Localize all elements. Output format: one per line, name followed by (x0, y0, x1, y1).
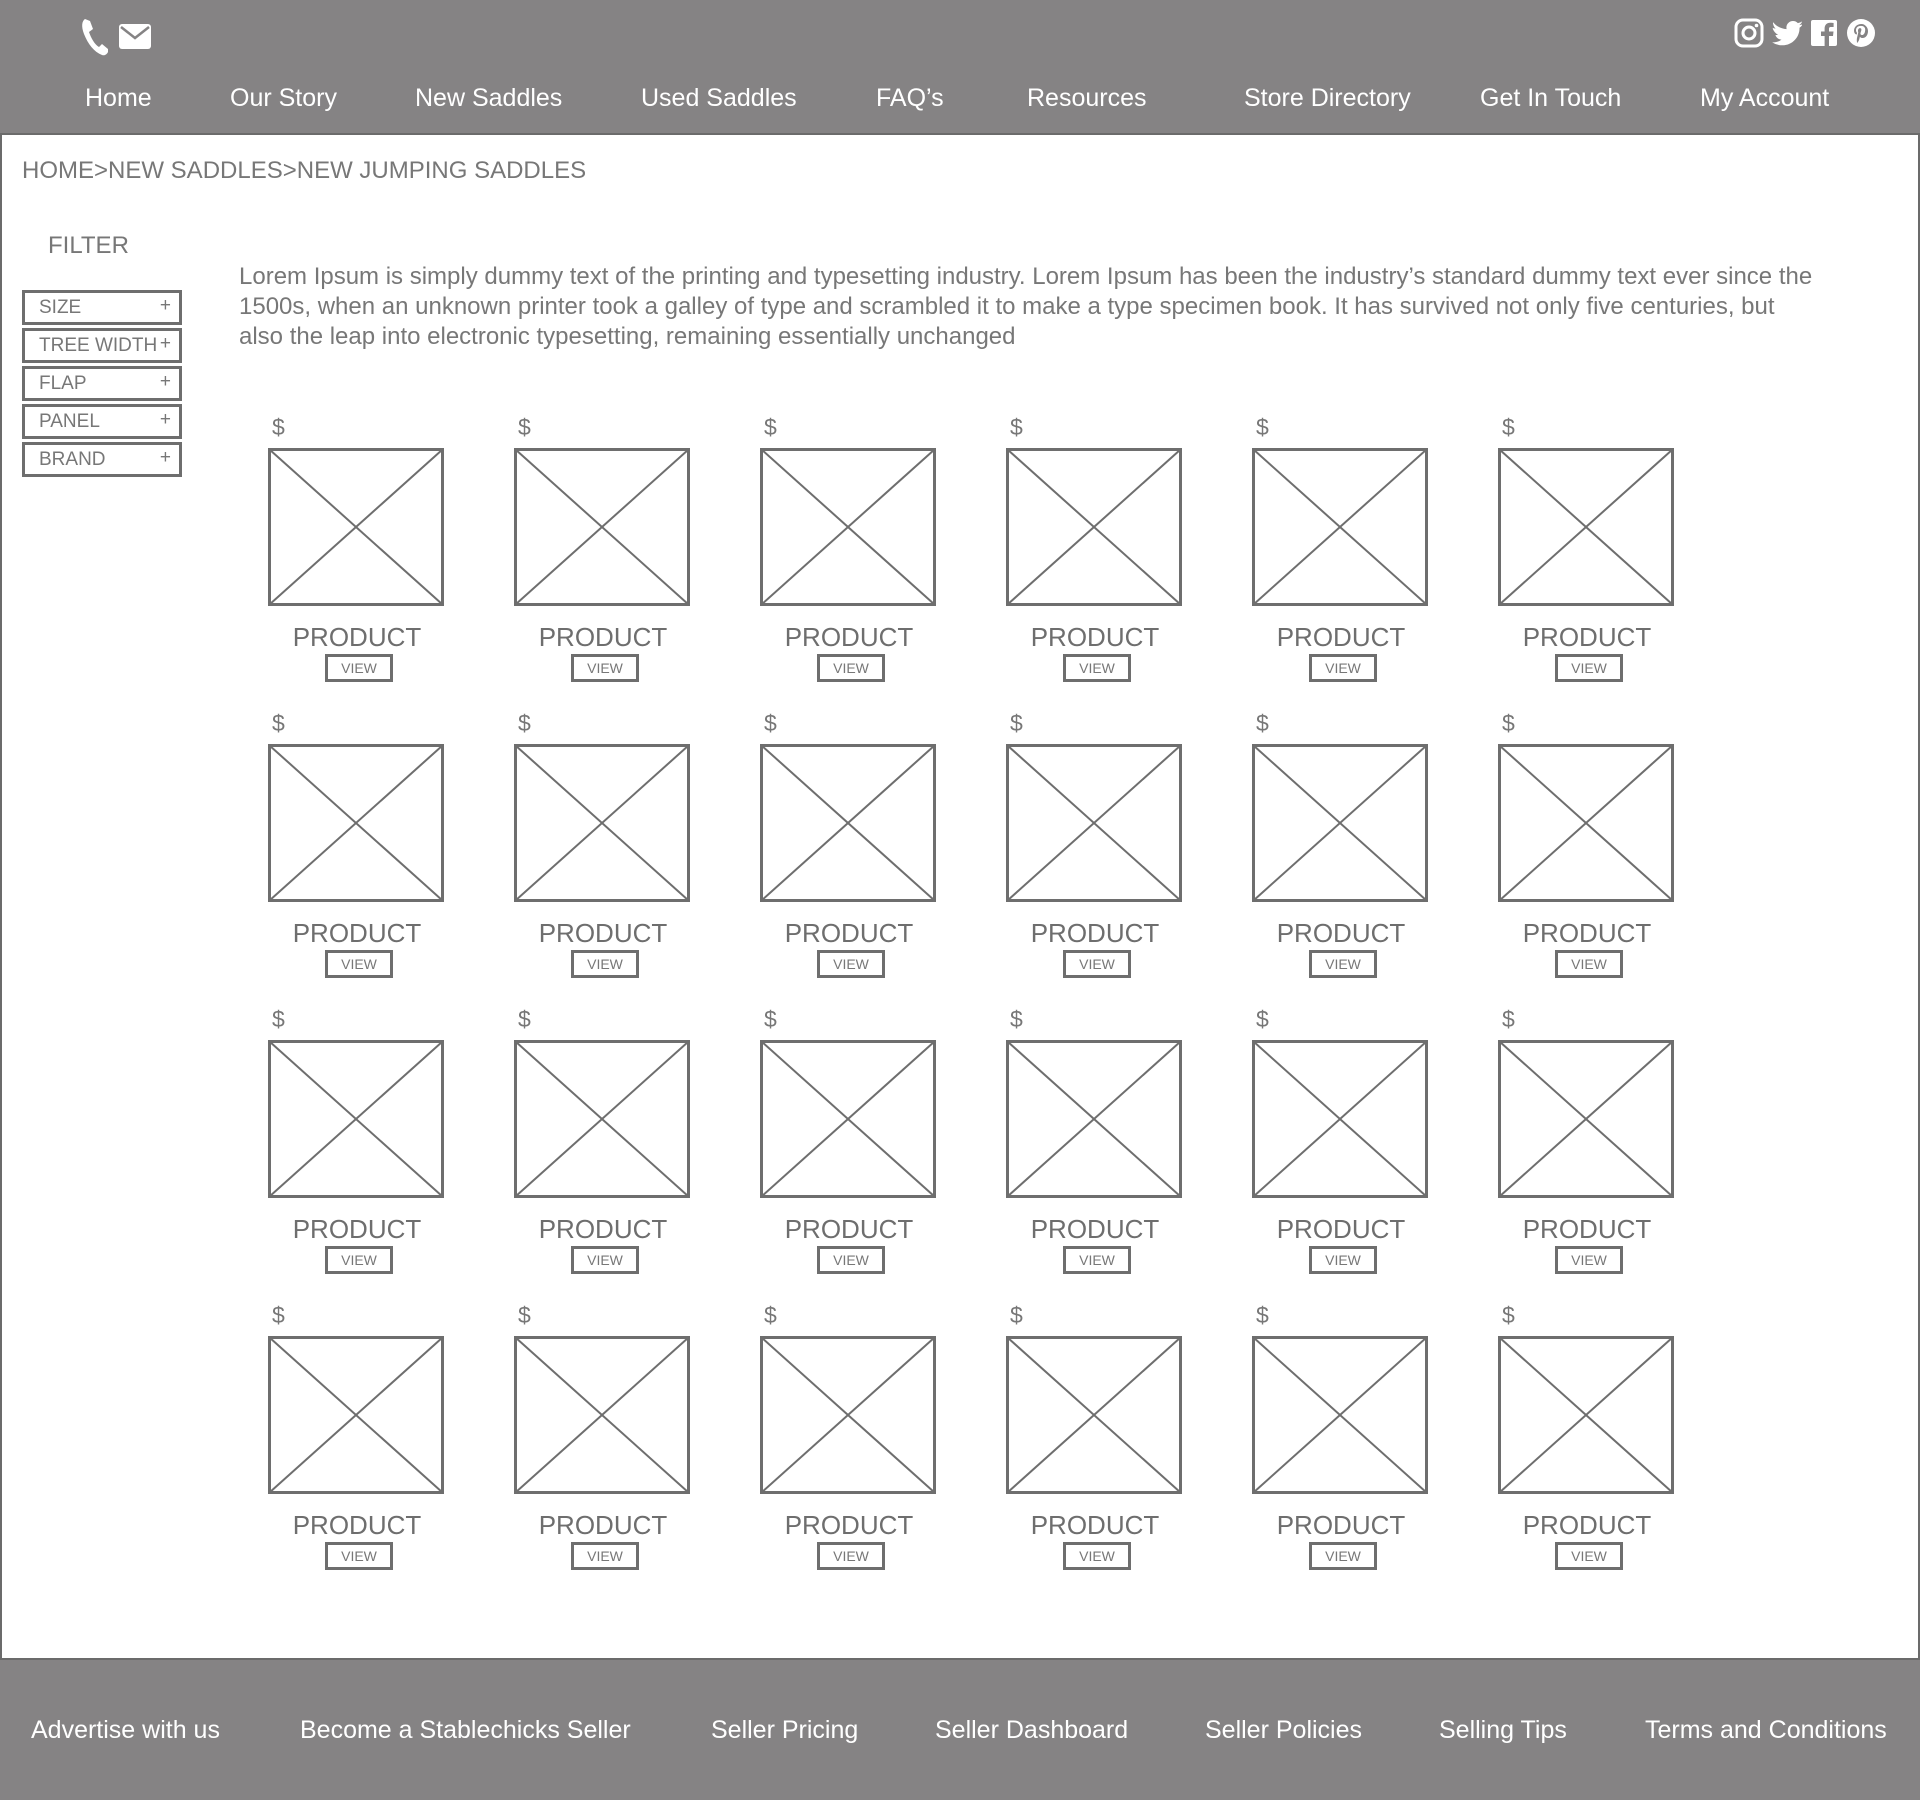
view-button[interactable]: VIEW (1063, 654, 1131, 682)
product-price: $ (518, 414, 531, 440)
product-price: $ (1502, 1302, 1515, 1328)
product-price: $ (1010, 414, 1023, 440)
image-placeholder-icon[interactable] (268, 744, 444, 902)
product-card[interactable] (754, 704, 944, 984)
breadcrumb-home[interactable]: HOME (22, 157, 94, 184)
pinterest-icon[interactable] (1846, 18, 1876, 48)
facebook-icon[interactable] (1810, 19, 1838, 47)
image-placeholder-icon[interactable] (268, 1040, 444, 1198)
main-nav (0, 84, 1920, 120)
product-name[interactable]: PRODUCT (1276, 1214, 1406, 1244)
view-button[interactable]: VIEW (325, 654, 393, 682)
product-name[interactable]: PRODUCT (538, 918, 668, 948)
phone-icon[interactable] (80, 16, 110, 56)
image-placeholder-icon[interactable] (1252, 1040, 1428, 1198)
nav-resources[interactable]: Resources (1027, 84, 1147, 112)
product-price: $ (518, 1302, 531, 1328)
image-placeholder-icon[interactable] (1006, 1040, 1182, 1198)
product-card[interactable] (508, 408, 698, 688)
view-button[interactable]: VIEW (1555, 950, 1623, 978)
footer-seller-policies[interactable]: Seller Policies (1205, 1716, 1363, 1744)
product-name[interactable]: PRODUCT (292, 918, 422, 948)
product-name[interactable]: PRODUCT (1030, 622, 1160, 652)
product-card[interactable] (754, 408, 944, 688)
product-card[interactable] (1246, 704, 1436, 984)
product-price: $ (272, 1006, 285, 1032)
breadcrumb-separator: > (94, 157, 109, 184)
breadcrumb-separator: > (282, 157, 297, 184)
view-button[interactable]: VIEW (571, 1542, 639, 1570)
product-name[interactable]: PRODUCT (1030, 1214, 1160, 1244)
image-placeholder-icon[interactable] (1006, 744, 1182, 902)
product-name[interactable]: PRODUCT (538, 622, 668, 652)
product-price: $ (1256, 710, 1269, 736)
footer-terms[interactable]: Terms and Conditions (1645, 1716, 1887, 1744)
mail-icon[interactable] (118, 21, 152, 51)
category-description: Lorem Ipsum is simply dummy text of the printing and typesetting industry. Lorem Ipsum has been the industry’s standard dummy text ever since the 1500s, when an unknown printer took a galley of type and scrambled it to make a type specimen book. It has survived not only five centuries, but also the leap into electronic typesetting, remaining essentially unchanged (239, 263, 1813, 350)
image-placeholder-icon[interactable] (514, 744, 690, 902)
contact-icons (80, 16, 152, 56)
filter-brand[interactable] (22, 442, 182, 477)
product-name[interactable]: PRODUCT (1030, 1510, 1160, 1540)
product-price: $ (1502, 1006, 1515, 1032)
image-placeholder-icon[interactable] (760, 744, 936, 902)
product-card[interactable] (262, 1296, 452, 1576)
product-card[interactable] (1246, 408, 1436, 688)
view-button[interactable]: VIEW (1555, 654, 1623, 682)
image-placeholder-icon[interactable] (268, 448, 444, 606)
product-price: $ (1256, 1006, 1269, 1032)
nav-faqs[interactable]: FAQ’s (876, 84, 944, 112)
product-price: $ (1256, 414, 1269, 440)
product-card[interactable] (1492, 1296, 1682, 1576)
view-button[interactable]: VIEW (1063, 950, 1131, 978)
view-button[interactable]: VIEW (817, 950, 885, 978)
product-price: $ (764, 1006, 777, 1032)
product-name[interactable]: PRODUCT (784, 1510, 914, 1540)
view-button[interactable]: VIEW (1555, 1246, 1623, 1274)
image-placeholder-icon[interactable] (1006, 1336, 1182, 1494)
product-card[interactable] (508, 1296, 698, 1576)
product-name[interactable]: PRODUCT (1276, 1510, 1406, 1540)
breadcrumb-current: NEW JUMPING SADDLES (296, 157, 587, 184)
image-placeholder-icon[interactable] (1498, 448, 1674, 606)
product-name[interactable]: PRODUCT (1276, 622, 1406, 652)
product-card[interactable] (1492, 1000, 1682, 1280)
filter-label: TREE WIDTH (39, 335, 158, 356)
product-card[interactable] (508, 1000, 698, 1280)
footer-become-seller[interactable]: Become a Stablechicks Seller (300, 1716, 631, 1744)
footer-advertise[interactable]: Advertise with us (31, 1716, 220, 1744)
image-placeholder-icon[interactable] (1252, 448, 1428, 606)
product-price: $ (764, 414, 777, 440)
product-price: $ (764, 710, 777, 736)
image-placeholder-icon[interactable] (1498, 744, 1674, 902)
product-card[interactable] (262, 704, 452, 984)
plus-icon: + (159, 409, 171, 430)
product-price: $ (1010, 1006, 1023, 1032)
twitter-icon[interactable] (1772, 20, 1802, 46)
image-placeholder-icon[interactable] (760, 448, 936, 606)
product-name[interactable]: PRODUCT (292, 1214, 422, 1244)
product-card[interactable] (262, 1000, 452, 1280)
view-button[interactable]: VIEW (325, 950, 393, 978)
filter-label: PANEL (39, 411, 100, 432)
filter-label: FLAP (39, 373, 87, 394)
product-name[interactable]: PRODUCT (1522, 918, 1652, 948)
view-button[interactable]: VIEW (1063, 1246, 1131, 1274)
image-placeholder-icon[interactable] (760, 1336, 936, 1494)
nav-new-saddles[interactable]: New Saddles (415, 84, 563, 112)
product-card[interactable] (1000, 1296, 1190, 1576)
social-icons (1734, 18, 1876, 48)
product-name[interactable]: PRODUCT (1522, 1214, 1652, 1244)
view-button[interactable]: VIEW (1309, 1246, 1377, 1274)
product-price: $ (1010, 710, 1023, 736)
view-button[interactable]: VIEW (1309, 654, 1377, 682)
nav-home[interactable]: Home (85, 84, 152, 112)
product-card[interactable] (1246, 1296, 1436, 1576)
image-placeholder-icon[interactable] (1252, 1336, 1428, 1494)
product-card[interactable] (1246, 1000, 1436, 1280)
product-price: $ (1010, 1302, 1023, 1328)
product-name[interactable]: PRODUCT (292, 1510, 422, 1540)
product-card[interactable] (508, 704, 698, 984)
product-name[interactable]: PRODUCT (1030, 918, 1160, 948)
view-button[interactable]: VIEW (325, 1246, 393, 1274)
product-name[interactable]: PRODUCT (784, 622, 914, 652)
product-price: $ (272, 710, 285, 736)
product-price: $ (272, 414, 285, 440)
product-name[interactable]: PRODUCT (538, 1214, 668, 1244)
view-button[interactable]: VIEW (1309, 950, 1377, 978)
nav-get-in-touch[interactable]: Get In Touch (1480, 84, 1622, 112)
product-price: $ (1502, 710, 1515, 736)
product-name[interactable]: PRODUCT (784, 1214, 914, 1244)
view-button[interactable]: VIEW (817, 1542, 885, 1570)
site-footer (0, 1658, 1920, 1800)
nav-store-directory[interactable]: Store Directory (1244, 84, 1411, 112)
view-button[interactable]: VIEW (571, 950, 639, 978)
view-button[interactable]: VIEW (1309, 1542, 1377, 1570)
product-price: $ (272, 1302, 285, 1328)
product-name[interactable]: PRODUCT (1522, 1510, 1652, 1540)
image-placeholder-icon[interactable] (1498, 1040, 1674, 1198)
product-card[interactable] (754, 1000, 944, 1280)
image-placeholder-icon[interactable] (514, 1336, 690, 1494)
view-button[interactable]: VIEW (1555, 1542, 1623, 1570)
plus-icon: + (159, 295, 171, 316)
image-placeholder-icon[interactable] (1498, 1336, 1674, 1494)
product-name[interactable]: PRODUCT (1276, 918, 1406, 948)
product-card[interactable] (1000, 1000, 1190, 1280)
image-placeholder-icon[interactable] (268, 1336, 444, 1494)
filter-title: FILTER (48, 232, 129, 259)
view-button[interactable]: VIEW (817, 1246, 885, 1274)
site-header (0, 0, 1920, 135)
product-card[interactable] (1000, 408, 1190, 688)
view-button[interactable]: VIEW (571, 654, 639, 682)
product-card[interactable] (1000, 704, 1190, 984)
filter-size[interactable] (22, 290, 182, 325)
product-price: $ (518, 710, 531, 736)
product-price: $ (1502, 414, 1515, 440)
image-placeholder-icon[interactable] (1252, 744, 1428, 902)
view-button[interactable]: VIEW (817, 654, 885, 682)
filter-flap[interactable] (22, 366, 182, 401)
filter-tree-width[interactable] (22, 328, 182, 363)
filter-panel[interactable] (22, 404, 182, 439)
breadcrumb-new-saddles[interactable]: NEW SADDLES (108, 157, 283, 184)
plus-icon: + (159, 333, 171, 354)
footer-seller-dashboard[interactable]: Seller Dashboard (935, 1716, 1129, 1744)
footer-seller-pricing[interactable]: Seller Pricing (711, 1716, 859, 1744)
product-price: $ (764, 1302, 777, 1328)
product-price: $ (1256, 1302, 1269, 1328)
filter-list (22, 290, 182, 480)
image-placeholder-icon[interactable] (514, 1040, 690, 1198)
filter-label: SIZE (39, 297, 82, 318)
breadcrumb (22, 157, 586, 185)
product-name[interactable]: PRODUCT (784, 918, 914, 948)
product-name[interactable]: PRODUCT (538, 1510, 668, 1540)
product-price: $ (518, 1006, 531, 1032)
nav-my-account[interactable]: My Account (1700, 84, 1830, 112)
product-card[interactable] (754, 1296, 944, 1576)
instagram-icon[interactable] (1734, 18, 1764, 48)
nav-our-story[interactable]: Our Story (230, 84, 337, 112)
product-card[interactable] (1492, 408, 1682, 688)
nav-used-saddles[interactable]: Used Saddles (641, 84, 797, 112)
view-button[interactable]: VIEW (571, 1246, 639, 1274)
filter-label: BRAND (39, 449, 106, 470)
product-name[interactable]: PRODUCT (292, 622, 422, 652)
image-placeholder-icon[interactable] (760, 1040, 936, 1198)
product-card[interactable] (1492, 704, 1682, 984)
plus-icon: + (159, 371, 171, 392)
image-placeholder-icon[interactable] (1006, 448, 1182, 606)
plus-icon: + (159, 447, 171, 468)
view-button[interactable]: VIEW (325, 1542, 393, 1570)
product-name[interactable]: PRODUCT (1522, 622, 1652, 652)
product-card[interactable] (262, 408, 452, 688)
image-placeholder-icon[interactable] (514, 448, 690, 606)
footer-selling-tips[interactable]: Selling Tips (1439, 1716, 1567, 1744)
view-button[interactable]: VIEW (1063, 1542, 1131, 1570)
